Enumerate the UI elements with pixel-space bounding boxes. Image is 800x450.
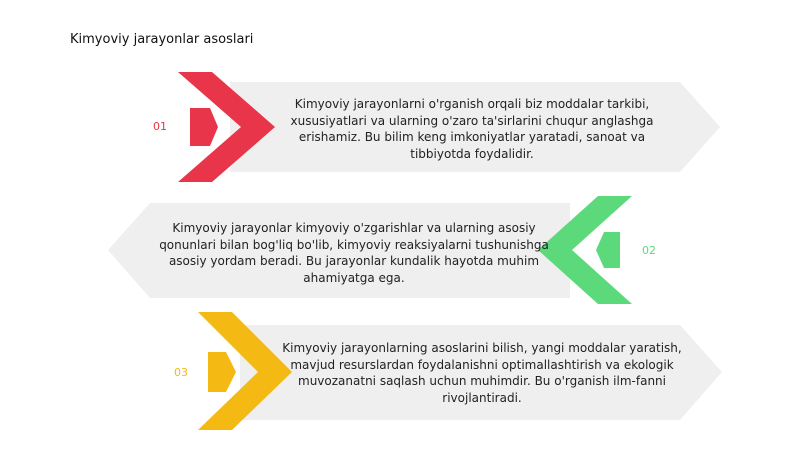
item-number-2: 02 [642,244,656,257]
item-text-2: Kimyoviy jarayonlar kimyoviy o'zgarishlar va ularning asosiy qonunlari bilan bog'liq bo'lib, kimyoviy reaksiyalarni tushunishga asosiy yordam beradi. Bu jarayonlar kundalik hayotda muhim ahamiyatga ega. [159,221,549,285]
chevron-3-inner-icon [208,352,236,392]
item-text-1: Kimyoviy jarayonlarni o'rganish orqali biz moddalar tarkibi, xususiyatlari va ularning o'zaro ta'sirlarini chuqur anglashga erishamiz. Bu bilim keng imkoniyatlar yaratadi, sanoat va tibbiyotda foydalidir. [290,97,654,161]
chevron-2-inner-icon [596,232,620,268]
item-text-3: Kimyoviy jarayonlarning asoslarini bilish, yangi moddalar yaratish, mavjud resurslardan foydalanishni optimallashtirish va ekologik muvozanatni saqlash uchun muhimdir. Bu o'rganish ilm-fanni rivojlantiradi. [282,341,682,405]
item-number-1: 01 [153,120,167,133]
slide-title: Kimyoviy jarayonlar asoslari [70,32,254,47]
item-number-3: 03 [174,366,188,379]
chevron-1-inner-icon [190,108,218,146]
